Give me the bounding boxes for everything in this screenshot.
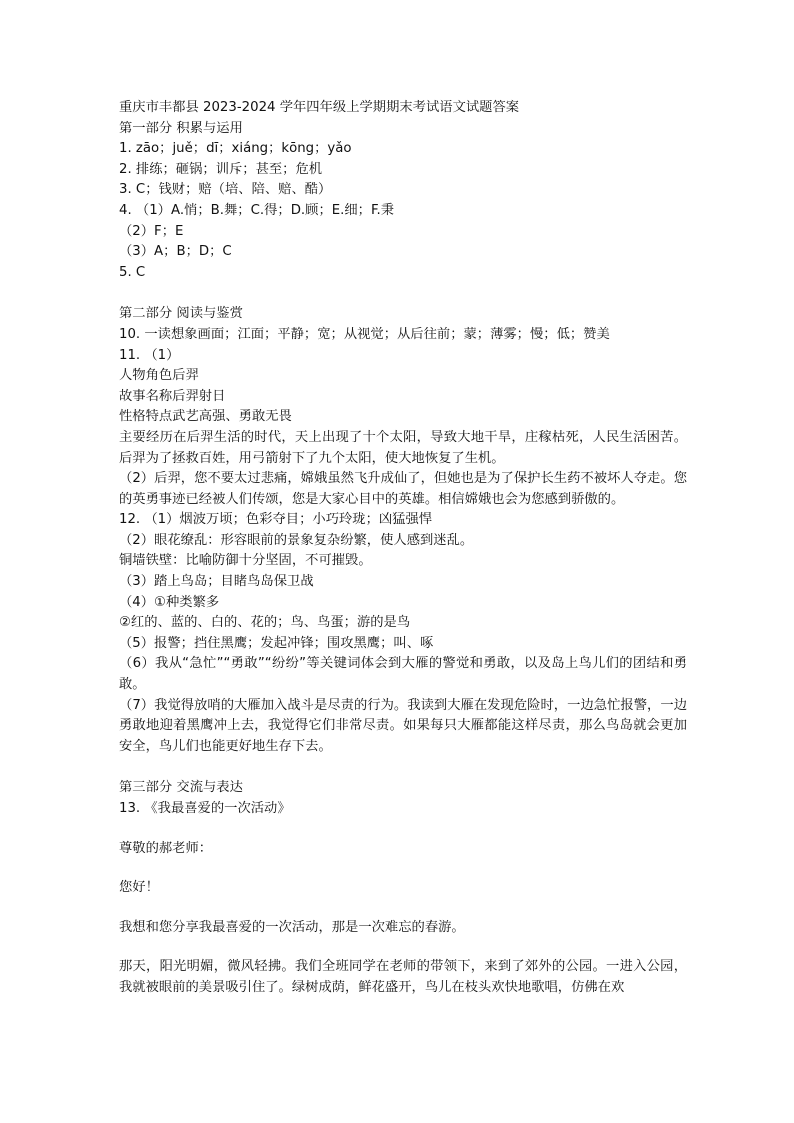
q12-part4-answer: （4）①种类繁多	[119, 594, 220, 610]
q12-part7-answer: （7）我觉得放哨的大雁加入战斗是尽责的行为。我读到大雁在发现危险时，一边急忙报警，一边勇敢地迎着黑鹰冲上去，我觉得它们非常尽责。如果每只大雁都能这样尽责，那么鸟岛就会更加安全，鸟儿们也能更好地生存下去。	[119, 697, 687, 754]
q3-answer: 3. C；钱财；赔（培、陪、赔、酷）	[119, 182, 332, 198]
part3-heading: 第三部分 交流与表达	[119, 780, 243, 796]
q10-answer: 10. 一读想象画面；江面；平静；宽；从视觉；从后往前；蒙；薄雾；慢；低；赞美	[119, 326, 610, 342]
q12-part5-answer: （5）报警；挡住黑鹰；发起冲锋；围攻黑鹰；叫、啄	[119, 635, 434, 651]
doc-title: 重庆市丰都县 2023-2024 学年四年级上学期期末考试语文试题答案	[119, 100, 520, 115]
q12-part6-answer: （6）我从“急忙”“勇敢”“纷纷”等关键词体会到大雁的警觉和勇敢，以及岛上鸟儿们的团结和勇敢。	[119, 656, 687, 693]
q11-experience: 主要经历在后羿生活的时代，天上出现了十个太阳，导致大地干旱，庄稼枯死，人民生活困苦。后羿为了拯救百姓，用弓箭射下了九个太阳，使大地恢复了生机。	[119, 429, 687, 466]
q12-part3-answer: （3）踏上鸟岛；目睹鸟岛保卫战	[119, 574, 314, 590]
q4-part1-answer: 4. （1）A.悄；B.舞；C.得；D.顾；E.细；F.秉	[119, 202, 395, 218]
q12-part1-answer: 12. （1）烟波万顷；色彩夺目；小巧玲珑；凶猛强悍	[119, 512, 433, 528]
q5-answer: 5. C	[119, 264, 146, 280]
part1-heading: 第一部分 积累与运用	[119, 120, 243, 136]
q13-title: 13. 《我最喜爱的一次活动》	[119, 801, 291, 816]
q12-part2a-answer: （2）眼花缭乱：形容眼前的景象复杂纷繁，使人感到迷乱。	[119, 532, 474, 548]
q12-part4b-answer: ②红的、蓝的、白的、花的；鸟、鸟蛋；游的是鸟	[119, 615, 411, 631]
letter-paragraph-2: 那天，阳光明媚，微风轻拂。我们全班同学在老师的带领下，来到了郊外的公园。一进入公园，我就被眼前的美景吸引住了。绿树成荫，鲜花盛开，鸟儿在枝头欢快地歌唱，仿佛在欢	[119, 959, 687, 995]
q11-part2-answer: （2）后羿，您不要太过悲痛，嫦娥虽然飞升成仙了，但她也是为了保护长生药不被坏人夺走。您的英勇事迹已经被人们传颂，您是大家心目中的英雄。相信嫦娥也会为您感到骄傲的。	[119, 471, 687, 507]
q11-answer: 11. （1）	[119, 347, 180, 363]
q4-part3-answer: （3）A；B；D；C	[119, 244, 232, 260]
q2-answer: 2. 排练；砸锅；训斥；甚至；危机	[119, 161, 323, 177]
part2-heading: 第二部分 阅读与鉴赏	[119, 306, 243, 322]
q1-answer: 1. zāo；juě；dī；xiáng；kōng；yǎo	[119, 141, 352, 157]
letter-salutation: 尊敬的郝老师：	[119, 840, 213, 856]
q11-trait: 性格特点武艺高强、勇敢无畏	[119, 409, 292, 425]
q11-story: 故事名称后羿射日	[119, 388, 226, 404]
document-page	[119, 98, 687, 999]
q4-part2-answer: （2）F；E	[119, 223, 184, 239]
q11-role: 人物角色后羿	[119, 368, 199, 384]
letter-paragraph-1: 我想和您分享我最喜爱的一次活动，那是一次难忘的春游。	[119, 919, 465, 935]
letter-greeting: 您好！	[119, 880, 159, 896]
q12-part2b-answer: 铜墙铁壁：比喻防御十分坚固，不可摧毁。	[119, 553, 372, 569]
